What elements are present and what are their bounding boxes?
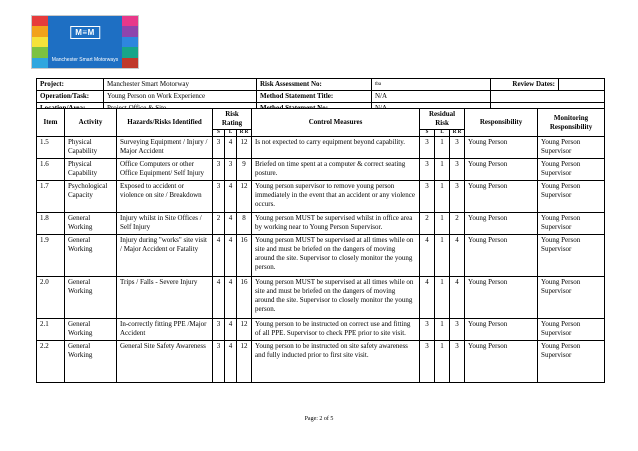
table-row [37, 213, 605, 235]
residual-s-cell: 3 [420, 181, 435, 213]
hazard-cell: Injury during "works" site visit / Major Accident or Fatality [117, 235, 213, 277]
col-item: Item [37, 109, 65, 137]
risk-s-cell: 4 [213, 235, 225, 277]
activity-cell: General Working [65, 277, 117, 319]
logo-color-strip-left [32, 16, 48, 68]
risk-l-cell: 4 [225, 181, 237, 213]
table-row [37, 159, 605, 181]
project-value: Manchester Smart Motorway [104, 79, 257, 91]
page-footer: Page: 2 of 5 [304, 416, 334, 422]
item-cell: 2.2 [37, 341, 65, 383]
monitoring-cell: Young Person Supervisor [538, 159, 605, 181]
activity-cell: General Working [65, 235, 117, 277]
col-monitoring: Monitoring Responsibility [538, 109, 605, 137]
logo-color-strip-right [122, 16, 138, 68]
col-risk-rr: R R [237, 130, 252, 137]
table-row [37, 235, 605, 277]
control-measures-cell: Young person to be instructed on correct use and fitting of all PPE. Supervisor to check PPE prior to site visit. [252, 319, 420, 341]
residual-rr-cell: 3 [450, 319, 465, 341]
item-cell: 1.5 [37, 137, 65, 159]
control-measures-cell: Young person supervisor to remove young person immediately in the event that an accident or any violence occurs. [252, 181, 420, 213]
risk-rr-cell: 9 [237, 159, 252, 181]
hazard-cell: Trips / Falls - Severe Injury [117, 277, 213, 319]
residual-l-cell: 1 [435, 319, 450, 341]
residual-rr-cell: 3 [450, 159, 465, 181]
item-cell: 1.7 [37, 181, 65, 213]
risk-rr-cell: 16 [237, 235, 252, 277]
activity-cell: Physical Capability [65, 137, 117, 159]
risk-s-cell: 4 [213, 277, 225, 319]
table-body [37, 137, 605, 383]
hazard-cell: Injury whilst in Site Offices / Self Injury [117, 213, 213, 235]
risk-rr-cell: 12 [237, 181, 252, 213]
residual-l-cell: 1 [435, 181, 450, 213]
monitoring-cell: Young Person Supervisor [538, 341, 605, 383]
risk-l-cell: 3 [225, 159, 237, 181]
risk-l-cell: 4 [225, 341, 237, 383]
residual-l-cell: 1 [435, 159, 450, 181]
operation-label: Operation/Task: [37, 91, 104, 103]
monitoring-cell: Young Person Supervisor [538, 137, 605, 159]
header-row-operation [37, 91, 605, 103]
risk-s-cell: 2 [213, 213, 225, 235]
residual-l-cell: 1 [435, 235, 450, 277]
residual-s-cell: 3 [420, 341, 435, 383]
item-cell: 1.6 [37, 159, 65, 181]
table-row [37, 341, 605, 383]
monitoring-cell: Young Person Supervisor [538, 235, 605, 277]
residual-l-cell: 1 [435, 213, 450, 235]
hazard-cell: General Site Safety Awareness [117, 341, 213, 383]
residual-s-cell: 3 [420, 159, 435, 181]
control-measures-cell: Briefed on time spent at a computer & correct seating posture. [252, 159, 420, 181]
hazard-cell: Office Computers or other Office Equipment/ Self Injury [117, 159, 213, 181]
residual-s-cell: 4 [420, 235, 435, 277]
hazard-cell: Exposed to accident or violence on site / Breakdown [117, 181, 213, 213]
company-logo [31, 15, 139, 69]
monitoring-cell: Young Person Supervisor [538, 319, 605, 341]
item-cell: 2.0 [37, 277, 65, 319]
monitoring-cell: Young Person Supervisor [538, 213, 605, 235]
activity-cell: Physical Capability [65, 159, 117, 181]
residual-rr-cell: 4 [450, 277, 465, 319]
residual-s-cell: 3 [420, 319, 435, 341]
responsibility-cell: Young Person [465, 277, 538, 319]
risk-s-cell: 3 [213, 137, 225, 159]
review-dates-label: Review Dates: [491, 79, 559, 91]
col-residual-s: S [420, 130, 435, 137]
risk-assessment-no-label: Risk Assessment No: [257, 79, 372, 91]
col-risk-l: L [225, 130, 237, 137]
method-statement-title-value: N/A [372, 91, 491, 103]
control-measures-cell: Young person MUST be supervised at all times while on site and must be briefed on the dangers of moving around the site. Supervisor to closely monitor the young person. [252, 235, 420, 277]
table-row [37, 277, 605, 319]
risk-assessment-table [36, 108, 605, 383]
risk-l-cell: 4 [225, 213, 237, 235]
col-residual-l: L [435, 130, 450, 137]
risk-s-cell: 3 [213, 181, 225, 213]
responsibility-cell: Young Person [465, 341, 538, 383]
item-cell: 1.8 [37, 213, 65, 235]
risk-l-cell: 4 [225, 277, 237, 319]
col-responsibility: Responsibility [465, 109, 538, 137]
responsibility-cell: Young Person [465, 213, 538, 235]
hazard-cell: Surveying Equipment / Injury / Major Accident [117, 137, 213, 159]
control-measures-cell: Young person MUST be supervised at all times while on site and must be briefed on the dangers of moving around the site. Supervisor to closely monitor the young person. [252, 277, 420, 319]
table-header-row [37, 109, 605, 130]
logo-mark: M≡M [70, 26, 100, 39]
residual-rr-cell: 4 [450, 235, 465, 277]
responsibility-cell: Young Person [465, 181, 538, 213]
residual-rr-cell: 3 [450, 341, 465, 383]
residual-l-cell: 1 [435, 341, 450, 383]
residual-rr-cell: 3 [450, 181, 465, 213]
control-measures-cell: Young person to be instructed on site safety awareness and fully inducted prior to first site visit. [252, 341, 420, 383]
risk-l-cell: 4 [225, 137, 237, 159]
table-row [37, 137, 605, 159]
item-cell: 1.9 [37, 235, 65, 277]
risk-s-cell: 3 [213, 341, 225, 383]
residual-rr-cell: 2 [450, 213, 465, 235]
header-row-project [37, 79, 605, 91]
col-risk-s: S [213, 130, 225, 137]
risk-rr-cell: 8 [237, 213, 252, 235]
risk-s-cell: 3 [213, 159, 225, 181]
control-measures-cell: Is not expected to carry equipment beyond capability. [252, 137, 420, 159]
col-risk-rating: Risk Rating [213, 109, 252, 130]
residual-s-cell: 4 [420, 277, 435, 319]
risk-assessment-no-value: tba [372, 79, 491, 91]
col-residual-rr: R R [450, 130, 465, 137]
hazard-cell: In-correctly fitting PPE /Major Accident [117, 319, 213, 341]
responsibility-cell: Young Person [465, 137, 538, 159]
review-dates-value [559, 79, 605, 91]
responsibility-cell: Young Person [465, 235, 538, 277]
residual-s-cell: 2 [420, 213, 435, 235]
activity-cell: General Working [65, 341, 117, 383]
header-empty-cell [491, 91, 605, 103]
col-residual-risk: Residual Risk [420, 109, 465, 130]
item-cell: 2.1 [37, 319, 65, 341]
activity-cell: General Working [65, 213, 117, 235]
risk-l-cell: 4 [225, 319, 237, 341]
monitoring-cell: Young Person Supervisor [538, 277, 605, 319]
logo-brand-panel [48, 16, 122, 68]
activity-cell: General Working [65, 319, 117, 341]
risk-s-cell: 3 [213, 319, 225, 341]
project-label: Project: [37, 79, 104, 91]
table-row [37, 319, 605, 341]
residual-l-cell: 1 [435, 277, 450, 319]
risk-rr-cell: 12 [237, 137, 252, 159]
residual-s-cell: 3 [420, 137, 435, 159]
risk-rr-cell: 12 [237, 319, 252, 341]
responsibility-cell: Young Person [465, 319, 538, 341]
residual-rr-cell: 3 [450, 137, 465, 159]
method-statement-title-label: Method Statement Title: [257, 91, 372, 103]
risk-rr-cell: 12 [237, 341, 252, 383]
logo-name: Manchester Smart Motorways [51, 57, 119, 63]
col-activity: Activity [65, 109, 117, 137]
table-row [37, 181, 605, 213]
responsibility-cell: Young Person [465, 159, 538, 181]
risk-rr-cell: 16 [237, 277, 252, 319]
activity-cell: Psychological Capacity [65, 181, 117, 213]
monitoring-cell: Young Person Supervisor [538, 181, 605, 213]
col-hazards: Hazards/Risks Identified [117, 109, 213, 137]
col-control-measures: Control Measures [252, 109, 420, 137]
risk-l-cell: 4 [225, 235, 237, 277]
residual-l-cell: 1 [435, 137, 450, 159]
operation-value: Young Person on Work Experience [104, 91, 257, 103]
control-measures-cell: Young person MUST be supervised whilst in office area by working near to Young Person Supervisor. [252, 213, 420, 235]
